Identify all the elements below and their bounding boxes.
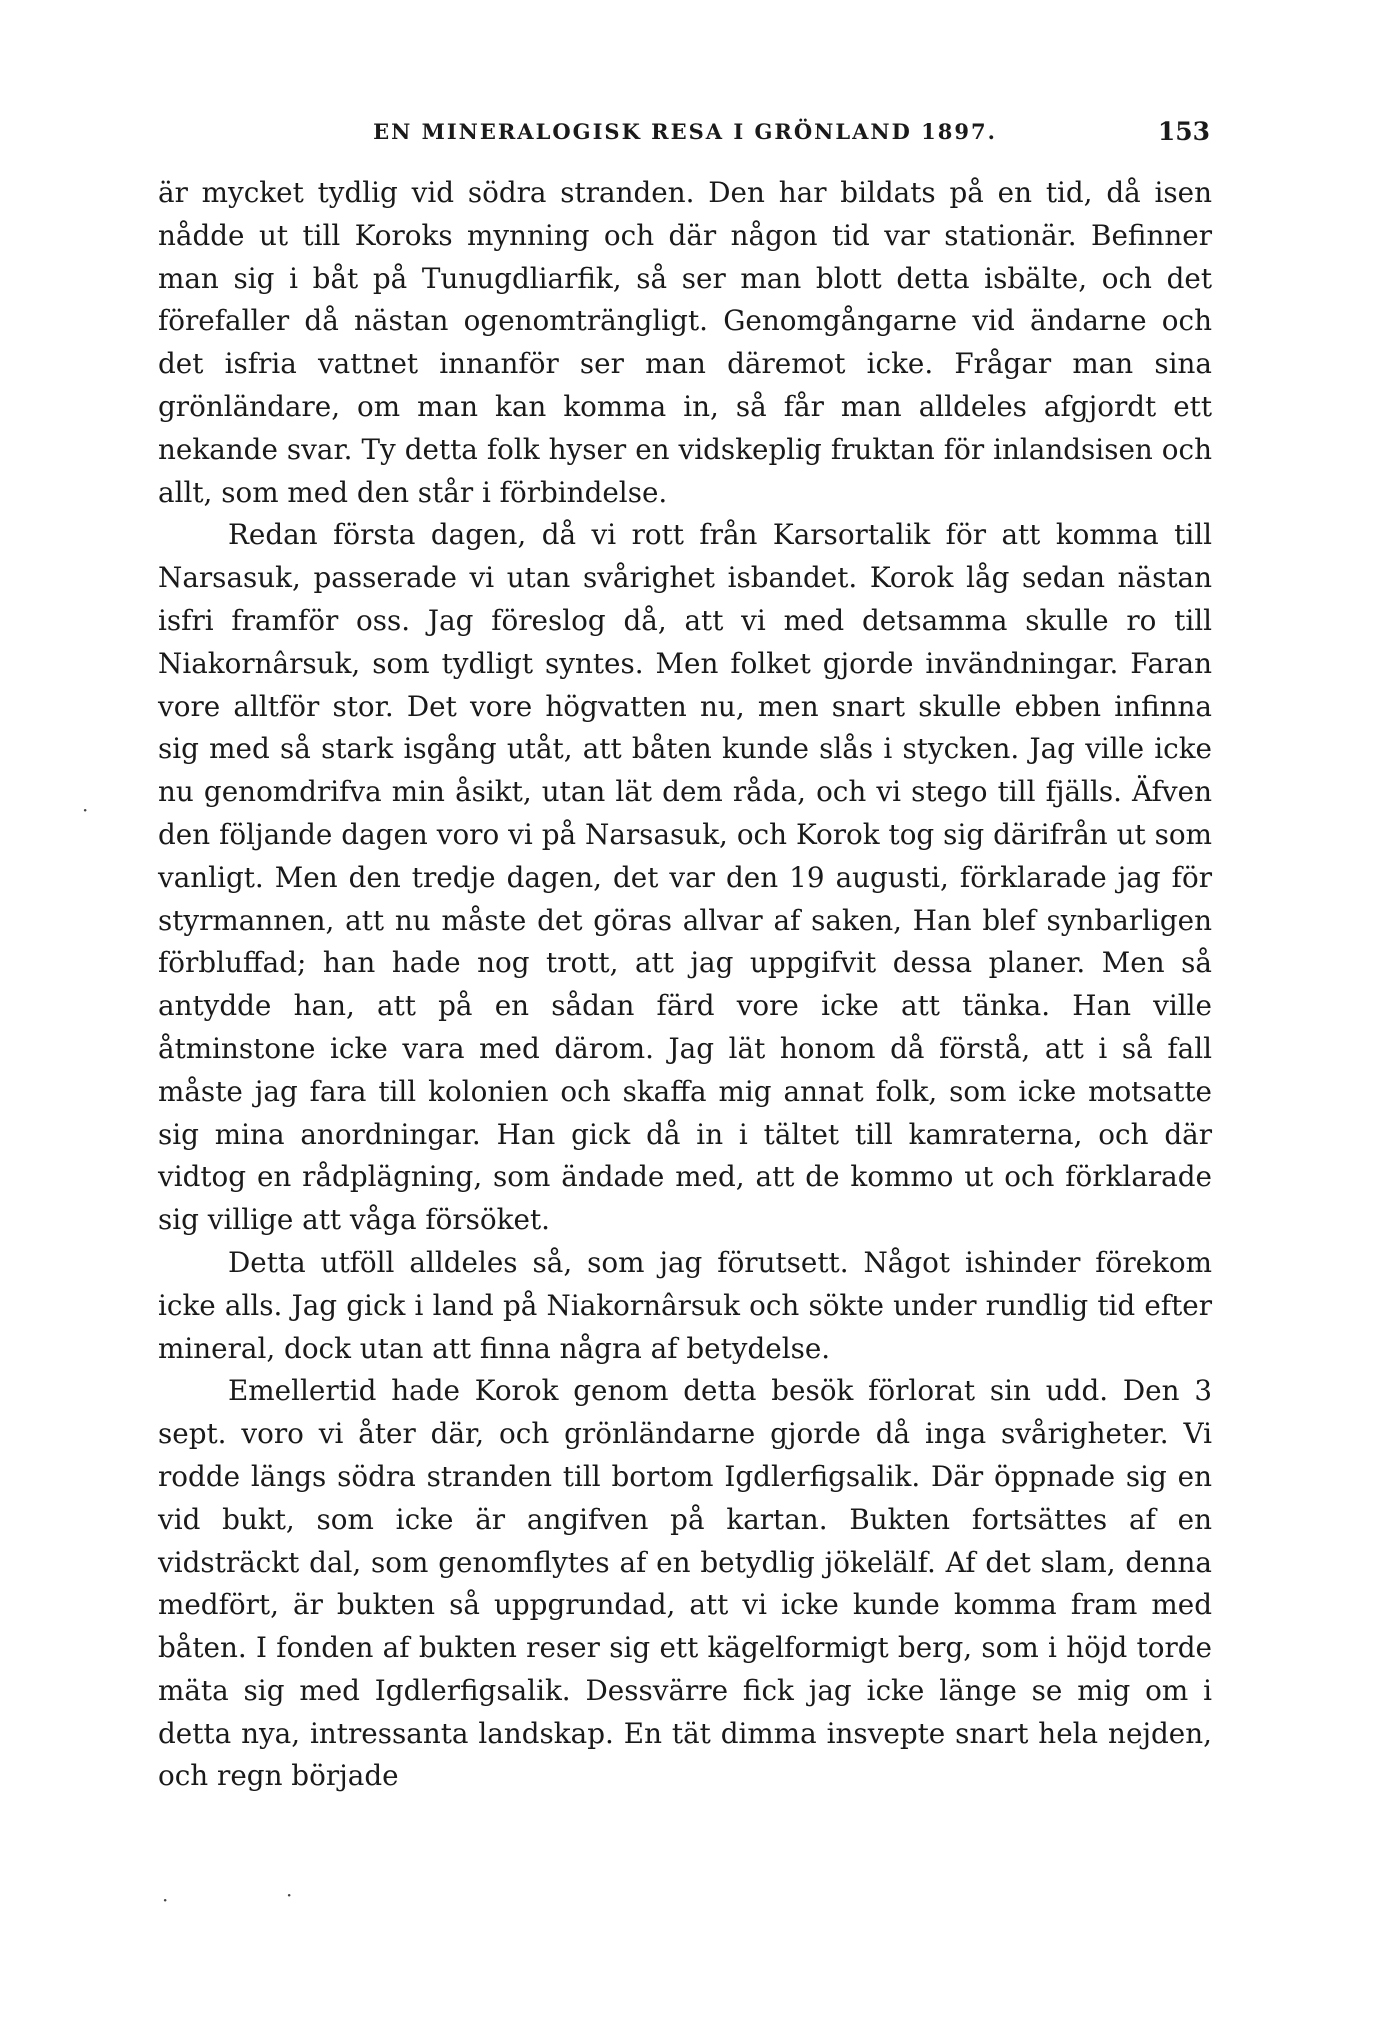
paragraph-continued: är mycket tydlig vid södra stranden. Den har bildats på en tid, då isen nådde ut till Koroks mynning och där någon tid var stationär. Befinner man sig i båt på Tunugdliarfik, så ser man blott detta isbälte, och det förefaller då nästan ogenomträngligt. Genomgångarne vid ändarne och det isfria vattnet innanför ser man däremot icke. Frågar man sina grönländare, om man kan komma in, så får man alldeles afgjordt ett nekande svar. Ty detta folk hyser en vidskeplig fruktan för inlandsisen och allt, som med den står i förbindelse. <box>158 176 1212 509</box>
print-speck: · <box>286 1883 293 1907</box>
paragraph: Emellertid hade Korok genom detta besök förlorat sin udd. Den 3 sept. voro vi åter där, och grönländarne gjorde då inga svårigheter. Vi rodde längs södra stranden till bortom Igdlerfigsalik. Där öppnade sig en vid bukt, som icke är angifven på kartan. Bukten fortsättes af en vidsträckt dal, som genomflytes af en betydlig jökelälf. Af det slam, denna medfört, är bukten så uppgrundad, att vi icke kunde komma fram med båten. I fonden af bukten reser sig ett kägelformigt berg, som i höjd torde mäta sig med Igdlerfigsalik. Dessvärre fick jag icke länge se mig om i detta nya, intressanta landskap. En tät dimma insvepte snart hela nejden, och regn började <box>158 1374 1212 1793</box>
print-speck: · <box>82 798 89 822</box>
print-speck: · <box>162 1888 169 1912</box>
running-header <box>160 112 1210 152</box>
running-header-title: EN MINERALOGISK RESA I GRÖNLAND 1897. <box>373 119 997 144</box>
paragraph: Detta utföll alldeles så, som jag förutsett. Något ishinder förekom icke alls. Jag gick i land på Niakornârsuk och sökte under rundlig tid efter mineral, dock utan att finna några af betydelse. <box>158 1245 1212 1365</box>
body-text <box>158 172 1212 1798</box>
paragraph: Redan första dagen, då vi rott från Karsortalik för att komma till Narsasuk, passerade vi utan svårighet isbandet. Korok låg sedan nästan isfri framför oss. Jag föreslog då, att vi med detsamma skulle ro till Niakornârsuk, som tydligt syntes. Men folket gjorde invändningar. Faran vore alltför stor. Det vore högvatten nu, men snart skulle ebben infinna sig med så stark isgång utåt, att båten kunde slås i stycken. Jag ville icke nu genomdrifva min åsikt, utan lät dem råda, och vi stego till fjälls. Äfven den följande dagen voro vi på Narsasuk, och Korok tog sig därifrån ut som vanligt. Men den tredje dagen, det var den 19 augusti, förklarade jag för styrmannen, att nu måste det göras allvar af saken, Han blef synbarligen förbluffad; han hade nog trott, att jag uppgifvit dessa planer. Men så antydde han, att på en sådan färd vore icke att tänka. Han ville åtminstone icke vara med därom. Jag lät honom då förstå, att i så fall måste jag fara till kolonien och skaffa mig annat folk, som icke motsatte sig mina anordningar. Han gick då in i tältet till kamraterna, och där vidtog en rådplägning, som ändade med, att de kommo ut och förklarade sig villige att våga försöket. <box>158 518 1212 1237</box>
page-number: 153 <box>1157 117 1210 146</box>
